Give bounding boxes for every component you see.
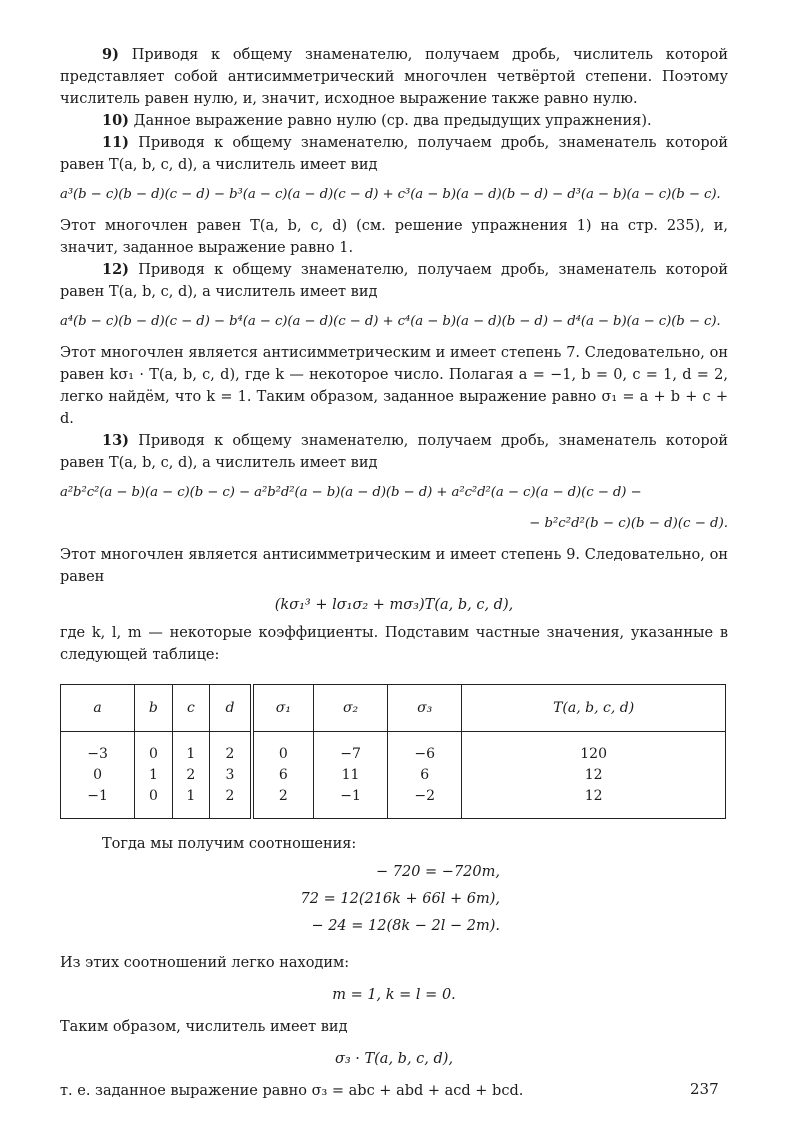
formula-13-general: (kσ₁³ + lσ₁σ₂ + mσ₃)T(a, b, c, d), bbox=[274, 597, 514, 613]
solution-formula: m = 1, k = l = 0. bbox=[332, 987, 456, 1003]
values-table bbox=[60, 684, 726, 819]
conclusion-text: т. е. заданное выражение равно σ₃ = abc + abd + acd + bcd. bbox=[60, 1083, 524, 1099]
page-number: 237 bbox=[690, 1080, 719, 1098]
final-formula: σ₃ · T(a, b, c, d), bbox=[334, 1051, 454, 1067]
formula-13-line-2: − b²c²d²(b − c)(b − d)(c − d). bbox=[529, 516, 728, 531]
exercise-number-11: 11) bbox=[102, 134, 130, 151]
header-sigma2: σ₂ bbox=[313, 685, 387, 732]
column-a: −3 0 −1 bbox=[61, 732, 135, 819]
coefficients-text: где k, l, m — некоторые коэффициенты. Подставим частные значения, указанные в следующей таблице: bbox=[60, 625, 728, 663]
column-d: 2 3 2 bbox=[210, 732, 252, 819]
paragraph-10-text: Данное выражение равно нулю (ср. два предыдущих упражнения). bbox=[133, 113, 652, 129]
column-t: 120 12 12 bbox=[462, 732, 726, 819]
paragraph-11 bbox=[60, 132, 728, 176]
equations-block bbox=[60, 859, 500, 940]
paragraph-10 bbox=[60, 110, 728, 132]
after-12-text: Этот многочлен является антисимметрическим и имеет степень 7. Следовательно, он равен kσ₁ · T(a, b, c, d), где k — некоторое число. Полагая a = −1, b = 0, c = 1, d = 2, легко найдём, что k = 1. Таким образом, заданное выражение равно σ₁ = a + b + c + d. bbox=[60, 345, 728, 427]
column-sigma2: −7 11 −1 bbox=[313, 732, 387, 819]
paragraph-12 bbox=[60, 259, 728, 303]
from-text: Из этих соотношений легко находим: bbox=[60, 955, 350, 971]
after-11-text: Этот многочлен равен T(a, b, c, d) (см. решение упражнения 1) на стр. 235), и, значит, заданное выражение равно 1. bbox=[60, 218, 728, 256]
exercise-number-10: 10) bbox=[102, 112, 130, 129]
exercise-number-13: 13) bbox=[102, 432, 130, 449]
equation-1: − 720 = −720m, bbox=[376, 864, 500, 880]
equation-3: − 24 = 12(8k − 2l − 2m). bbox=[311, 918, 500, 934]
header-b: b bbox=[135, 685, 173, 732]
formula-13-line-1: a²b²c²(a − b)(a − c)(b − c) − a²b²d²(a − b)(a − d)(b − d) + a²c²d²(a − c)(a − d)(c − d) − bbox=[60, 485, 642, 500]
paragraph-13-text: Приводя к общему знаменателю, получаем дробь, знаменатель которой равен T(a, b, c, d), а числитель имеет вид bbox=[60, 433, 728, 471]
header-c: c bbox=[172, 685, 209, 732]
formula-12: a⁴(b − c)(b − d)(c − d) − b⁴(a − c)(a − d)(c − d) + c⁴(a − b)(a − d)(b − d) − d⁴(a − b)(a − c)(b − c). bbox=[60, 314, 721, 329]
equation-2: 72 = 12(216k + 66l + 6m), bbox=[300, 891, 500, 907]
table-header-row bbox=[61, 685, 726, 732]
exercise-number-12: 12) bbox=[102, 261, 130, 278]
column-sigma3: −6 6 −2 bbox=[388, 732, 462, 819]
formula-11: a³(b − c)(b − d)(c − d) − b³(a − c)(a − d)(c − d) + c³(a − b)(a − d)(b − d) − d³(a − b)(a − c)(b − c). bbox=[60, 187, 721, 202]
exercise-number-9: 9) bbox=[102, 46, 119, 63]
paragraph-12-text: Приводя к общему знаменателю, получаем дробь, знаменатель которой равен T(a, b, c, d), а числитель имеет вид bbox=[60, 262, 728, 300]
column-sigma1: 0 6 2 bbox=[252, 732, 314, 819]
header-a: a bbox=[61, 685, 135, 732]
header-sigma1: σ₁ bbox=[252, 685, 314, 732]
after-13-text: Этот многочлен является антисимметрическим и имеет степень 9. Следовательно, он равен bbox=[60, 547, 728, 585]
column-c: 1 2 1 bbox=[172, 732, 209, 819]
thus-text: Таким образом, числитель имеет вид bbox=[60, 1019, 348, 1035]
then-text: Тогда мы получим соотношения: bbox=[102, 836, 357, 852]
paragraph-9-text: Приводя к общему знаменателю, получаем дробь, числитель которой представляет собой антисимметрический многочлен четвёртой степени. Поэтому числитель равен нулю, и, значит, исходное выражение также равно нулю. bbox=[60, 47, 728, 107]
column-b: 0 1 0 bbox=[135, 732, 173, 819]
paragraph-9 bbox=[60, 44, 728, 110]
paragraph-13 bbox=[60, 430, 728, 474]
paragraph-11-text: Приводя к общему знаменателю, получаем дробь, знаменатель которой равен T(a, b, c, d), а числитель имеет вид bbox=[60, 135, 728, 173]
table-row bbox=[61, 732, 726, 819]
header-sigma3: σ₃ bbox=[388, 685, 462, 732]
header-t: T(a, b, c, d) bbox=[462, 685, 726, 732]
page-content bbox=[60, 44, 728, 1102]
header-d: d bbox=[210, 685, 252, 732]
